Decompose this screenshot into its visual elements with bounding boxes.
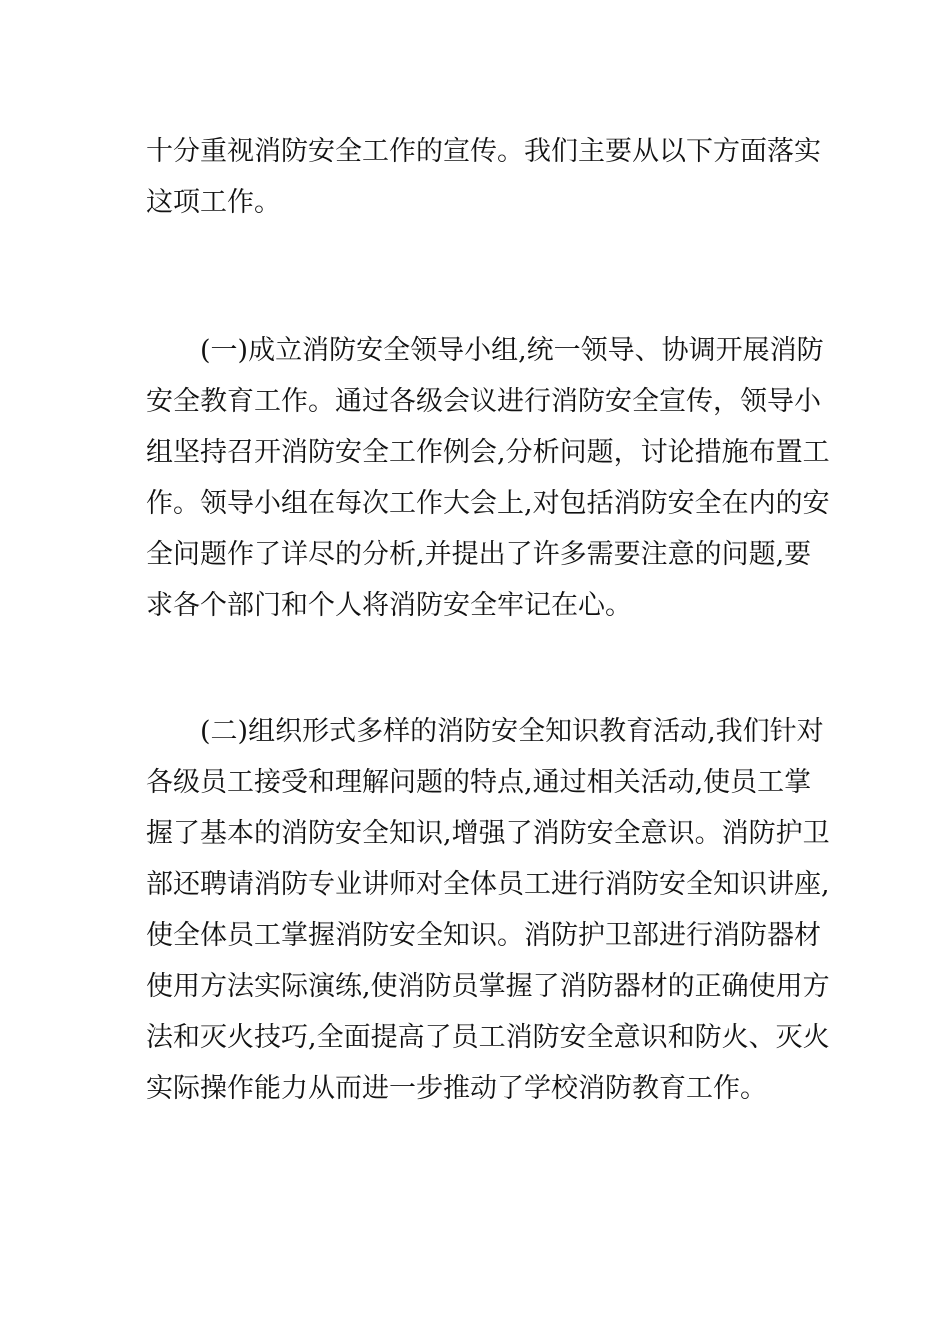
text-line: (一)成立消防安全领导小组,统一领导、协调开展消防 — [200, 335, 824, 366]
text-line: 握了基本的消防安全知识,增强了消防安全意识。消防护卫 — [146, 818, 830, 849]
text-line: 使全体员工掌握消防安全知识。消防护卫部进行消防器材 — [146, 920, 821, 951]
text-line: 部还聘请消防专业讲师对全体员工进行消防安全知识讲座, — [146, 869, 830, 900]
text-line: 作。领导小组在每次工作大会上,对包括消防安全在内的安 — [146, 488, 830, 519]
text-line: 组坚持召开消防安全工作例会,分析问题，讨论措施布置工 — [146, 437, 830, 468]
text-line: 安全教育工作。通过各级会议进行消防安全宣传，领导小 — [146, 386, 821, 417]
text-line: 法和灭火技巧,全面提高了员工消防安全意识和防火、灭火 — [146, 1022, 830, 1053]
text-line: 求各个部门和个人将消防安全牢记在心。 — [146, 590, 632, 621]
text-line: 使用方法实际演练,使消防员掌握了消防器材的正确使用方 — [146, 971, 830, 1002]
intro-paragraph — [146, 126, 821, 228]
text-line: 十分重视消防安全工作的宣传。我们主要从以下方面落实 — [146, 136, 821, 167]
text-line: 各级员工接受和理解问题的特点,通过相关活动,使员工掌 — [146, 767, 812, 798]
text-line: 实际操作能力从而进一步推动了学校消防教育工作。 — [146, 1073, 767, 1104]
section-1-paragraph — [146, 325, 830, 631]
text-line: 这项工作。 — [146, 187, 281, 218]
section-2-paragraph — [146, 706, 830, 1114]
text-line: (二)组织形式多样的消防安全知识教育活动,我们针对 — [200, 716, 824, 747]
text-line: 全问题作了详尽的分析,并提出了许多需要注意的问题,要 — [146, 539, 812, 570]
